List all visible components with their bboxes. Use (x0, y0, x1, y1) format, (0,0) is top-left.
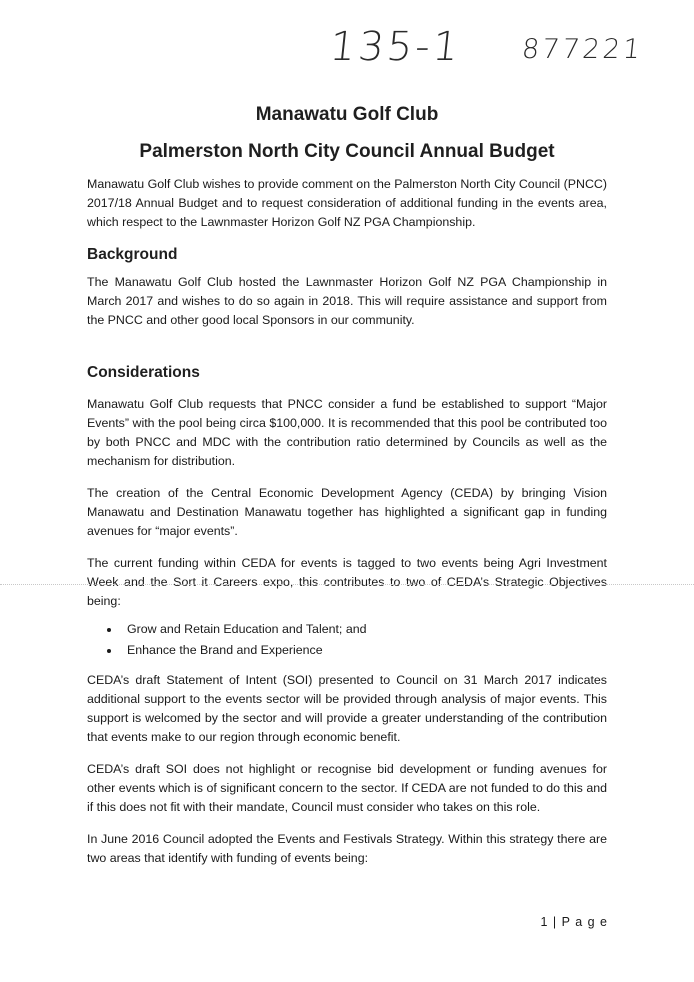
considerations-paragraph-6: In June 2016 Council adopted the Events and Festivals Strategy. Within this strategy there are two areas that identify with funding of events being: (87, 832, 607, 865)
document-subtitle: Palmerston North City Council Annual Budget (139, 141, 555, 162)
scan-artifact-line (0, 584, 694, 586)
considerations-paragraph-4: CEDA’s draft Statement of Intent (SOI) presented to Council on 31 March 2017 indicates additional support to the events sector will be provided through analysis of major events. This support is welcomed by the sector and will provide a greater understanding of the contribution that events make to our region through economic benefit. (87, 673, 607, 744)
considerations-heading: Considerations (87, 364, 200, 381)
background-heading: Background (87, 246, 178, 263)
considerations-paragraph-1: Manawatu Golf Club requests that PNCC consider a fund be established to support “Major Events” with the pool being circa $100,000. It is recommended that this pool be contributed too by both PNCC and MDC with the contribution ratio determined by Councils as well as the mechanism for distribution. (87, 397, 607, 468)
considerations-paragraph-3: The current funding within CEDA for events is tagged to two events being Agri Investment Week and the Sort it Careers expo, this contributes to two of CEDA’s Strategic Objectives being: (87, 556, 607, 608)
document-page (87, 100, 607, 868)
considerations-paragraph-5: CEDA’s draft SOI does not highlight or recognise bid development or funding avenues for other events which is of significant concern to the sector. If CEDA are not funded to do this and if this does not fit with their mandate, Council must consider who takes on this role. (87, 762, 607, 814)
intro-paragraph: Manawatu Golf Club wishes to provide comment on the Palmerston North City Council (PNCC) 2017/18 Annual Budget and to request consideration of additional funding in the events area, which respect to the Lawnmaster Horizon Golf NZ PGA Championship. (87, 177, 607, 229)
considerations-paragraph-2: The creation of the Central Economic Development Agency (CEDA) by bringing Vision Manawatu and Destination Manawatu together has highlighted a significant gap in funding avenues for “major events”. (87, 486, 607, 538)
document-title: Manawatu Golf Club (255, 104, 439, 125)
handwritten-number-right: 877221 (520, 34, 645, 65)
handwritten-number-left: 135-1 (327, 24, 464, 70)
list-item: • Enhance the Brand and Experience (121, 640, 607, 661)
page-number: 1 | P a g e (540, 915, 608, 929)
strategic-objectives-list (87, 619, 607, 661)
list-item: • Grow and Retain Education and Talent; and (121, 619, 607, 640)
background-paragraph: The Manawatu Golf Club hosted the Lawnmaster Horizon Golf NZ PGA Championship in March 2017 and wishes to do so again in 2018. This will require assistance and support from the PNCC and other good local Sponsors in our community. (87, 275, 607, 327)
